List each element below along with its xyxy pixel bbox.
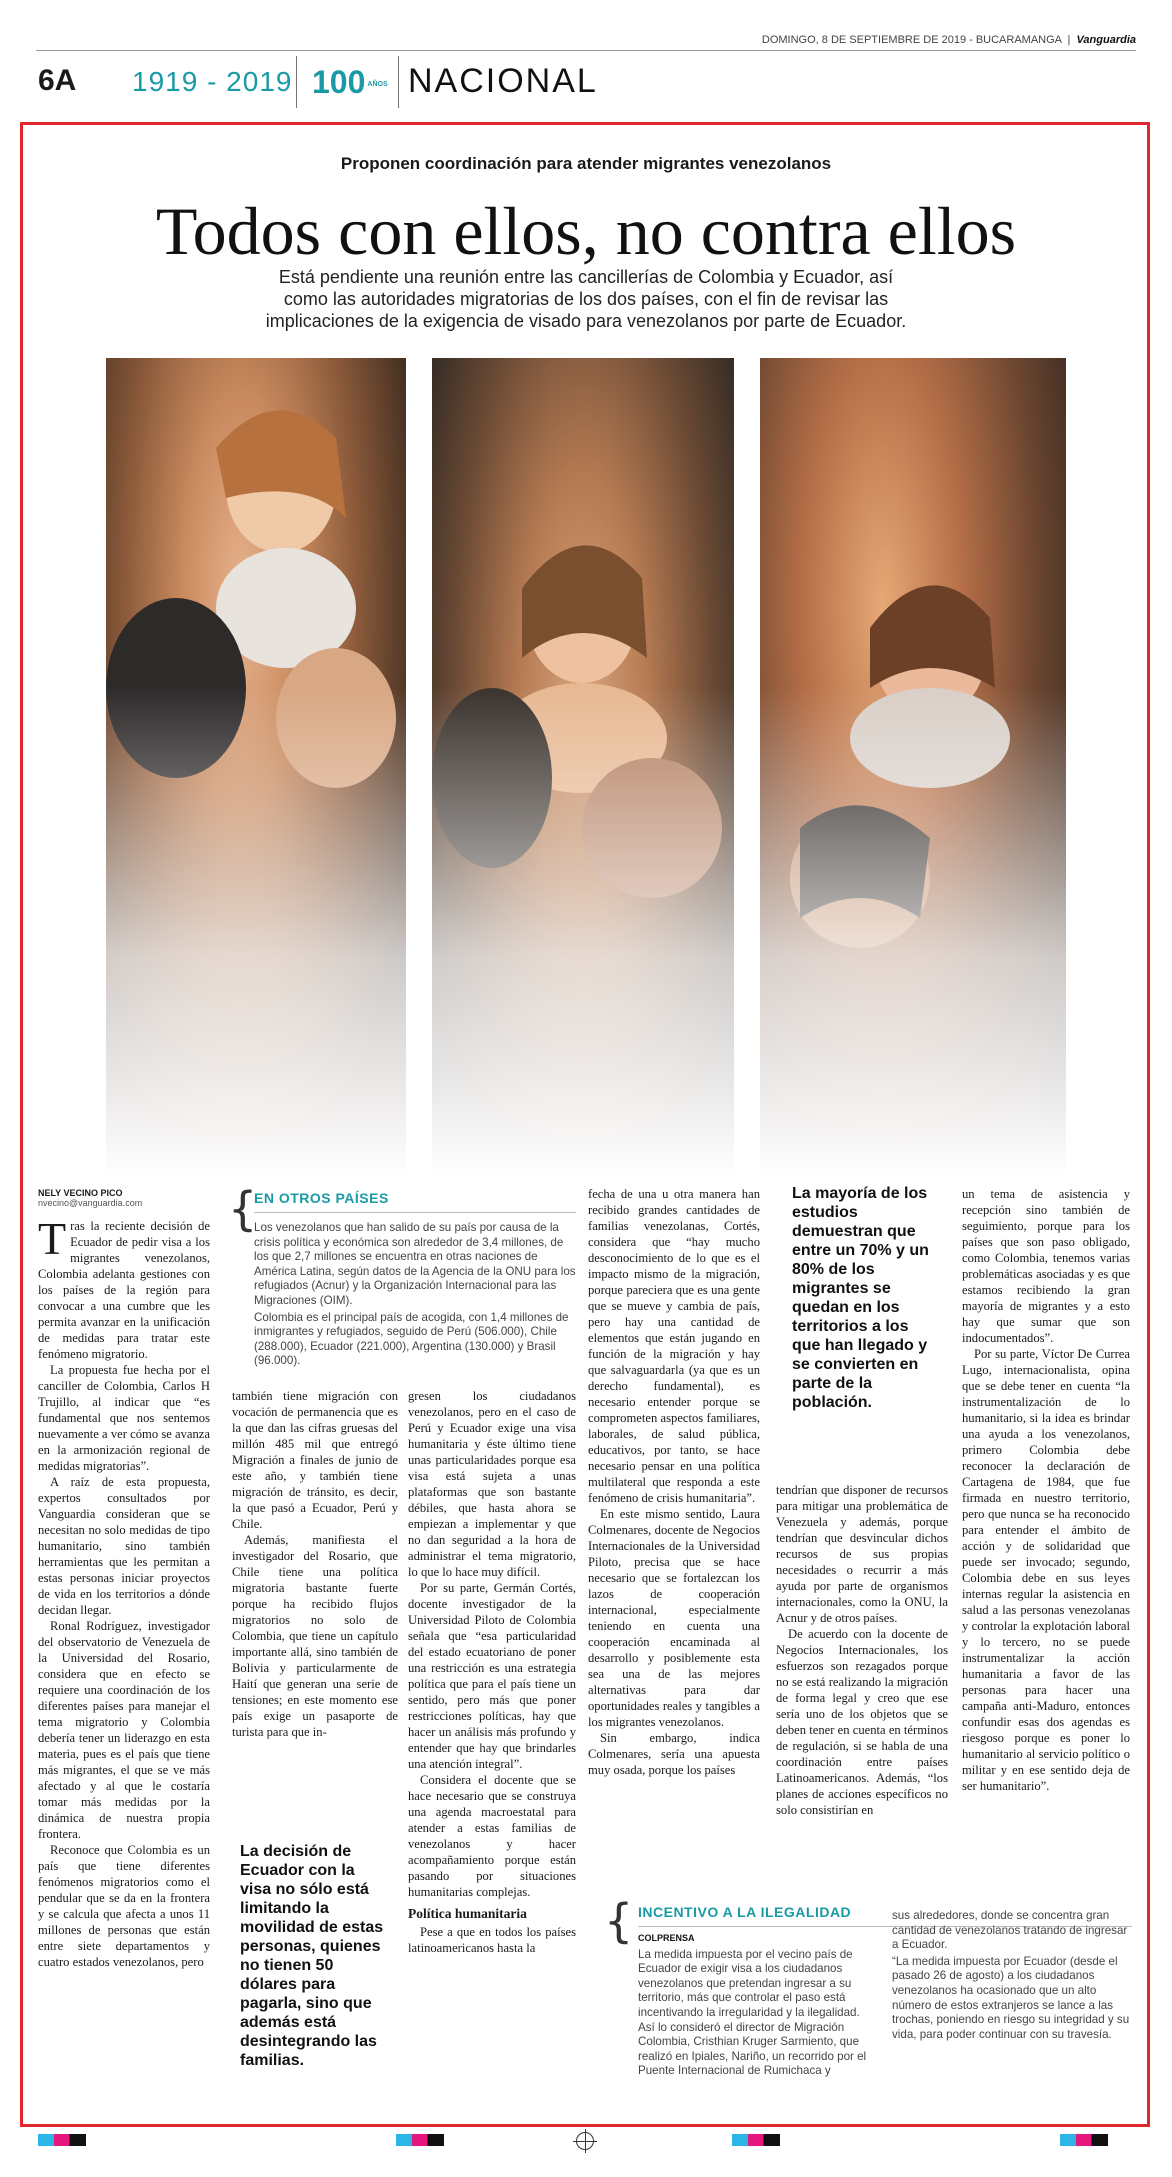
- paragraph: un tema de asistencia y recepción sino también de seguimiento, porque para los países que son paso obligado, como Colombia, tenemos varias problemáticas asociadas y es que estamos recibiendo la gran mayoría de migrantes y a esto hay que sumar que son indocumentados”.: [962, 1187, 1130, 1345]
- column-2: [232, 1388, 398, 1740]
- column-4: [588, 1186, 760, 1778]
- paragraph: Ronal Rodríguez, investigador del observatorio de Venezuela de la Universidad del Rosario, considera que en efecto se requiere una coordinación de los diferentes países para manejar el tema migratorio y Colombia debería tener un liderazgo en esta materia, pues es el país que tiene más migrantes, el que se ve más afectado y al que le costaría tomar más medidas por la dinámica de nuestra propia frontera.: [38, 1619, 210, 1841]
- sidebar-incentivo: [638, 1904, 1132, 2081]
- sidebar-title: INCENTIVO A LA ILEGALIDAD: [638, 1904, 852, 1920]
- registration-bar: [732, 2134, 780, 2146]
- anniversary-logo: [312, 64, 388, 101]
- kicker: Proponen coordinación para atender migrantes venezolanos: [340, 154, 832, 173]
- sidebar-source: COLPRENSA: [638, 1933, 695, 1943]
- column-3: [408, 1388, 576, 1956]
- paragraph: Por su parte, Germán Cortés, docente investigador de la Universidad Piloto de Colombia señala que “esa particularidad del estado ecuatoriano de poner una restricción es una estrategia política que para el país tiene un sentido, pero más que poner restricciones políticas, hay que hacer un análisis más profundo y entender que hay que brindarles una atención integral”.: [408, 1581, 576, 1771]
- subhead-politica-humanitaria: Política humanitaria: [408, 1906, 527, 1921]
- paragraph: Por su parte, Víctor De Currea Lugo, internacionalista, opina que se debe tener en cuenta “la instrumentalización de lo humanitario, si la idea es brindar una ayuda a los venezolanos, primero Colombia debe reconocer la declaración de Cartagena de 1984, que fue firmada en nuestro territorio, pero que nunca se ha reconocido para entender el ámbito de acción y de solidaridad que puede ser invocado; segundo, Colombia debe en sus leyes internas regular la asistencia en salud a las personas venezolanas y controlar la explotación laboral y lo tercero, no se puede instrumentalizar la acción humanitaria a favor de las personas para hacer una campaña anti-Maduro, entonces confundir esas dos agendas es riesgoso porque es poner lo humanitario al servicio político o militar y en ese sentido deja de ser humanitario”.: [962, 1347, 1130, 1793]
- anniversary-number: 100: [312, 64, 366, 100]
- deck: Está pendiente una reunión entre las cancillerías de Colombia y Ecuador, así como las autoridades migratorias de los dos países, con el fin de revisar las implicaciones de la exigencia de visado para venezolanos por parte de Ecuador.: [265, 267, 907, 331]
- sidebar-rule: [254, 1212, 576, 1213]
- headline: Todos con ellos, no contra ellos: [155, 193, 1017, 269]
- paragraph-text: ras la reciente decisión de Ecuador de pedir visa a los migrantes venezolanos, Colombia adelanta gestiones con los países de la región para convocar a una cumbre que les permita avanzar en la unificación de medidas para tratar este fenómeno migratorio.: [38, 1219, 210, 1361]
- photo-fade: [106, 686, 406, 1178]
- anniversary-sub: AÑOS: [367, 81, 388, 89]
- column-6: [962, 1186, 1130, 1794]
- sidebar-paragraph: Colombia es el principal país de acogida, con 1,4 millones de inmigrantes y refugiados, seguido de Perú (506.000), Chile (288.000), Ecuador (221.000), Argentina (130.000) y Brasil (96.000).: [254, 1310, 569, 1368]
- paragraph: De acuerdo con la docente de Negocios Internacionales, los esfuerzos son rezagados porque no se está realizando la migración de forma legal y creo que ese sería uno de los objetos que se deben tener en cuenta en términos de regulación, si se habla de una coordinación entre países Latinoamericanos. Además, “los planes de acciones específicos no solo consistirían en: [776, 1627, 948, 1817]
- byline-name: NELY VECINO PICO: [38, 1188, 123, 1198]
- paragraph: Además, manifiesta el investigador del Rosario, que Chile tiene una política migratoria bastante fuerte porque ha recibido flujos migratorios no solo de Colombia, que tiene un capítulo importante allá, sino también de Bolivia y particularmente de Haití que generan una serie de tensiones; en este momento ese país exige un pasaporte de turista para que in-: [232, 1533, 398, 1739]
- paragraph: Considera el docente que se hace necesario que se construya una agenda macroestatal para atender a estas familias de venezolanos y hacer acompañamiento porque están pasando por situaciones humanitarias complejas.: [408, 1773, 576, 1899]
- registration-bar: [1060, 2134, 1108, 2146]
- paragraph: fecha de una u otra manera han recibido grandes cantidades de familias venezolanas, Cortés, considera que “hay mucho desconocimiento de lo que es el impacto mismo de la migración, porque pareciera que es una gente que se mueve y cambia de país, pero hay una cantidad de elementos que están jugando en función de la migración y hay que salvaguardarla (ya que es un derecho fundamental), es necesario entender porque se comprometen aspectos familiares, laborales, de salud pública, educativos, por tanto, se hace necesario pensar en una política multilateral que responda a este fenómeno de crisis humanitaria”.: [588, 1187, 760, 1505]
- column-5: [776, 1482, 948, 1818]
- sidebar-column-a: [638, 1931, 876, 2081]
- registration-crosshair: [576, 2132, 594, 2150]
- byline-email: nvecino@vanguardia.com: [38, 1198, 143, 1208]
- page-number: 6A: [38, 64, 77, 97]
- sidebar-body: [254, 1221, 576, 1369]
- column-1: [38, 1213, 210, 1970]
- photo-fade: [760, 686, 1066, 1178]
- brand-name: Vanguardia: [1076, 34, 1136, 46]
- dateline: DOMINGO, 8 DE SEPTIEMBRE DE 2019 - BUCARAMANGA | Vanguardia: [761, 34, 1136, 46]
- paragraph: Sin embargo, indica Colmenares, sería una apuesta muy osada, porque los países: [588, 1731, 760, 1777]
- sidebar-title: EN OTROS PAÍSES: [254, 1190, 389, 1206]
- pull-quote-estudios: La mayoría de los estudios demuestran que entre un 70% y un 80% de los migrantes se quedan en los territorios a los que han llegado y se convierten en parte de la población.: [792, 1185, 929, 1411]
- sidebar-otros-paises: [254, 1190, 576, 1371]
- header-rule: [36, 50, 1136, 51]
- paragraph: también tiene migración con vocación de permanencia que es la que dan las cifras gruesas del millón 485 mil que entregó Migración a finales de junio de este año, y también tiene migración de tránsito, es decir, la que pasó a Ecuador, Perú y Chile.: [232, 1389, 398, 1531]
- paragraph: En este mismo sentido, Laura Colmenares, docente de Negocios Internacionales de la Universidad Piloto, precisa que se hace necesario que se fortalezcan los lazos de cooperación internacional, especialmente teniendo en cuenta una cooperación encaminada al desarrollo y posiblemente esta sea una de las mejores alternativas para dar oportunidades reales y tangibles a los migrantes venezolanos.: [588, 1507, 760, 1729]
- paragraph: gresen los ciudadanos venezolanos, pero en el caso de Perú y Ecuador exige una visa humanitaria y éste último tiene unas particularidades porque esa visa está sujeta a unas plataformas que son bastante débiles, que hasta ahora se empiezan a implementar y que no dan seguridad a la hora de administrar el tema migratorio, lo que lo hace muy difícil.: [408, 1389, 576, 1579]
- photo-crying-child: [432, 358, 734, 1178]
- registration-bar: [396, 2134, 444, 2146]
- paragraph: La propuesta fue hecha por el canciller de Colombia, Carlos H Trujillo, al indicar que “es fundamental que nos sentemos nuevamente a ver cómo se avanza en la armonización regional de medidas migratorias”.: [38, 1363, 210, 1473]
- photo-child-and-mother: [760, 358, 1066, 1178]
- sidebar-paragraph: La medida impuesta por el vecino país de Ecuador de exigir visa a los ciudadanos venezolanos que pretendan ingresar a su territorio, más que controlar el paso está incentivando la irregularidad y la ilegalidad. Así lo consideró el director de Migración Colombia, Cristhian Kruger Sarmiento, que realizó en Ipiales, Nariño, un recorrido por el Puente Internacional de Rumichaca y: [638, 1947, 867, 2078]
- brace-decoration: {: [604, 1894, 634, 1948]
- paragraph: Reconoce que Colombia es un país que tiene diferentes fenómenos migratorios como el pendular que se da en la frontera y se calcula que afecta a unos 11 millones de personas que están entre siete departamentos y cuatro estados venezolanos, pero: [38, 1843, 210, 1969]
- registration-bar: [38, 2134, 86, 2146]
- drop-cap: T: [38, 1213, 67, 1264]
- photo-fade: [432, 686, 734, 1178]
- dateline-text: DOMINGO, 8 DE SEPTIEMBRE DE 2019 - BUCARAMANGA: [761, 34, 1062, 46]
- header-divider: [296, 56, 297, 108]
- sidebar-column-b: [892, 1909, 1132, 2081]
- years-label: 1919 - 2019: [132, 66, 293, 97]
- sidebar-paragraph: “La medida impuesta por Ecuador (desde el pasado 26 de agosto) a los ciudadanos venezolanos ha ocasionado que un alto número de estos extranjeros se lance a las trochas, poniendo en riesgo su integridad y su vida, para poder continuar con su travesía.: [892, 1954, 1130, 2041]
- pull-quote-visa: La decisión de Ecuador con la visa no sólo está limitando la movilidad de estas personas, quienes no tienen 50 dólares para pagarla, sino que además está desintegrando las familias.: [240, 1843, 384, 2069]
- byline: [38, 1188, 142, 1208]
- brace-decoration: {: [228, 1182, 258, 1236]
- paragraph: Pese a que en todos los países latinoamericanos hasta la: [408, 1925, 576, 1955]
- photo-child-on-shoulders: [106, 358, 406, 1178]
- paragraph: [38, 1213, 210, 1362]
- sidebar-paragraph: sus alrededores, donde se concentra gran cantidad de venezolanos tratando de ingresar a Ecuador.: [892, 1909, 1128, 1952]
- section-name: NACIONAL: [408, 62, 598, 100]
- sidebar-paragraph: Los venezolanos que han salido de su país por causa de la crisis política y económica son alrededor de 3,4 millones, de los que 2,7 millones se encuentra en otras naciones de América Latina, según datos de la Agencia de la ONU para los refugiados (Acnur) y la Organización Internacional para las Migraciones (OIM).: [254, 1221, 576, 1307]
- header-divider: [398, 56, 399, 108]
- paragraph: tendrían que disponer de recursos para mitigar una problemática de Venezuela y además, porque tendrían que desvincular dichos recursos de sus propias necesidades o recurrir a más ayuda por parte de organismos internacionales, como la ONU, la Acnur y de otros países.: [776, 1483, 948, 1625]
- paragraph: A raíz de esta propuesta, expertos consultados por Vanguardia consideran que se necesitan no solo medidas de tipo humanitario, sino también herramientas que les permitan a estas personas iniciar proyectos de vida en los territorios a dónde decidan llegar.: [38, 1475, 210, 1617]
